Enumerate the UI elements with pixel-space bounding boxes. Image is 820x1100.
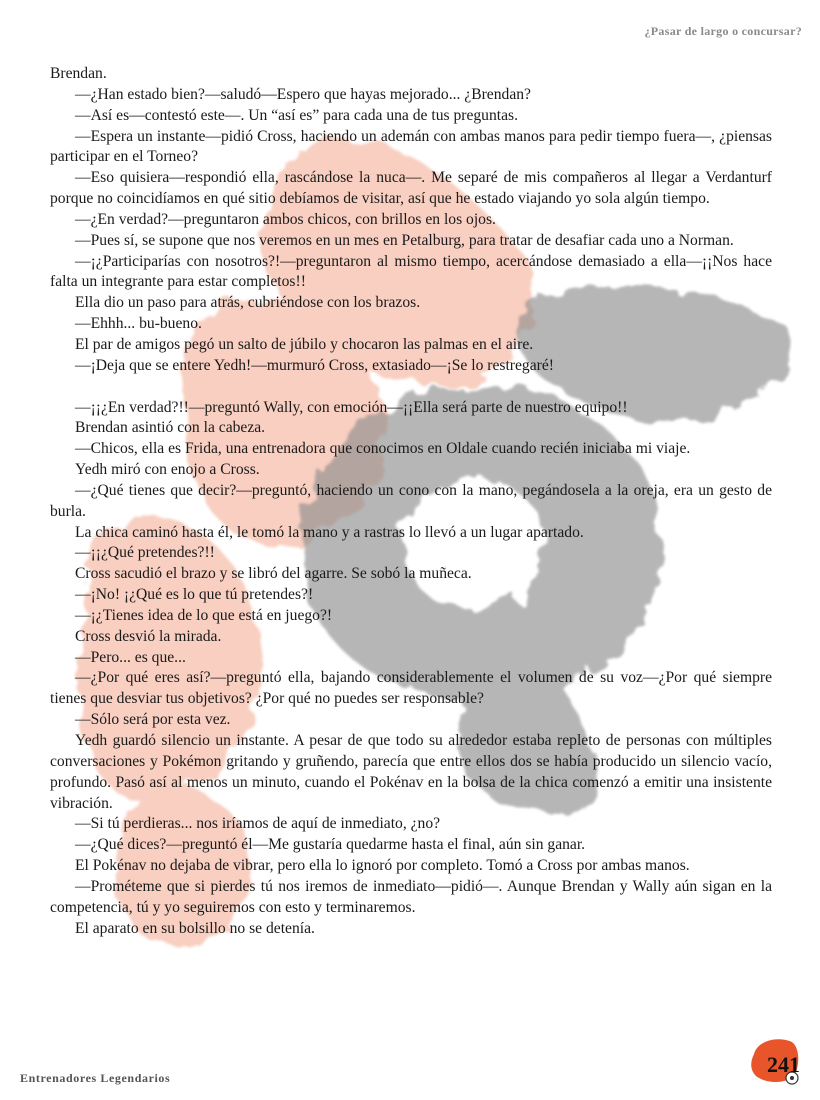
paragraph: —¿Qué dices?—preguntó él—Me gustaría quedarme hasta el final, aún sin ganar.	[75, 836, 586, 854]
paragraph: —Si tú perdieras... nos iríamos de aquí de inmediato, ¿no?	[75, 815, 441, 833]
paragraph: —Prométeme que si pierdes tú nos iremos de inmediato—pidió—. Aunque Brendan y Wally aún sigan en la competencia, tú y yo seguiremos con esto y terminaremos.	[50, 877, 772, 916]
paragraph: —¿Qué tienes que decir?—preguntó, haciendo un cono con la mano, pegándosela a la oreja, era un gesto de burla.	[50, 481, 772, 520]
paragraph: —Pues sí, se supone que nos veremos en un mes en Petalburg, para tratar de desafiar cada uno a Norman.	[75, 231, 734, 249]
running-header-title: ¿Pasar de largo o concursar?	[644, 24, 802, 38]
paragraph: El aparato en su bolsillo no se detenía.	[75, 919, 315, 937]
paragraph: —¡¡¿Qué pretendes?!!	[75, 544, 215, 562]
paragraph: —¿Por qué eres así?—preguntó ella, bajando considerablemente el volumen de su voz—¿Por qué siempre tienes que desviar tus objetivos? ¿Por qué no puedes ser responsable?	[50, 669, 772, 708]
page-number: 241	[767, 1052, 800, 1077]
paragraph: —¡Deja que se entere Yedh!—murmuró Cross, extasiado—¡Se lo restregaré!	[75, 356, 554, 374]
page-number-badge	[748, 1032, 802, 1086]
paragraph: —Así es—contestó este—. Un “así es” para cada una de tus preguntas.	[75, 106, 518, 124]
paragraph: Yedh guardó silencio un instante. A pesar de que todo su alrededor estaba repleto de personas con múltiples conversaciones y Pokémon gritando y gruñendo, parecía que entre ellos dos se había producido un silencio vacío, profundo. Pasó así al menos un minuto, cuando el Pokénav en la bolsa de la chica comenzó a emitir una insistente vibración.	[50, 732, 772, 812]
paragraph: Yedh miró con enojo a Cross.	[75, 461, 260, 479]
body-text	[50, 64, 772, 939]
paragraph: —¿Han estado bien?—saludó—Espero que hayas mejorado... ¿Brendan?	[75, 85, 531, 103]
paragraph: —¿En verdad?—preguntaron ambos chicos, con brillos en los ojos.	[75, 210, 496, 228]
running-footer-book-title: Entrenadores Legendarios	[20, 1071, 171, 1085]
paragraph: Brendan.	[50, 65, 107, 82]
paragraph: —Eso quisiera—respondió ella, rascándose la nuca—. Me separé de mis compañeros al llegar a Verdanturf porque no coincidíamos en qué sitio debíamos de visitar, así que he estado viajando yo sola algún tiempo.	[50, 169, 772, 208]
paragraph: La chica caminó hasta él, le tomó la mano y a rastras lo llevó a un lugar apartado.	[75, 523, 584, 541]
paragraph: Ella dio un paso para atrás, cubriéndose con los brazos.	[75, 294, 421, 312]
paragraph: —¡¿Tienes idea de lo que está en juego?!	[75, 606, 333, 624]
paragraph: El Pokénav no dejaba de vibrar, pero ella lo ignoró por completo. Tomó a Cross por ambas manos.	[75, 857, 690, 875]
paragraph: Cross desvió la mirada.	[75, 627, 222, 645]
paragraph: Cross sacudió el brazo y se libró del agarre. Se sobó la muñeca.	[75, 565, 472, 583]
paragraph: —Pero... es que...	[75, 648, 186, 666]
paragraph: —Ehhh... bu-bueno.	[75, 315, 202, 333]
paragraph: —Espera un instante—pidió Cross, haciendo un ademán con ambas manos para pedir tiempo fuera—, ¿piensas participar en el Torneo?	[50, 127, 772, 166]
paragraph: —Sólo será por esta vez.	[75, 711, 231, 729]
paragraph: —Chicos, ella es Frida, una entrenadora que conocimos en Oldale cuando recién iniciaba mi viaje.	[75, 440, 691, 458]
paragraph	[50, 377, 772, 398]
paragraph: Brendan asintió con la cabeza.	[75, 419, 266, 437]
paragraph: —¡¿Participarías con nosotros?!—preguntaron al mismo tiempo, acercándose demasiado a ella—¡¡Nos hace falta un integrante para estar completos!!	[50, 252, 772, 291]
paragraph: —¡¡¿En verdad?!!—preguntó Wally, con emoción—¡¡Ella será parte de nuestro equipo!!	[75, 398, 628, 416]
paragraph: —¡No! ¡¿Qué es lo que tú pretendes?!	[75, 586, 314, 604]
paragraph: El par de amigos pegó un salto de júbilo y chocaron las palmas en el aire.	[75, 335, 534, 353]
